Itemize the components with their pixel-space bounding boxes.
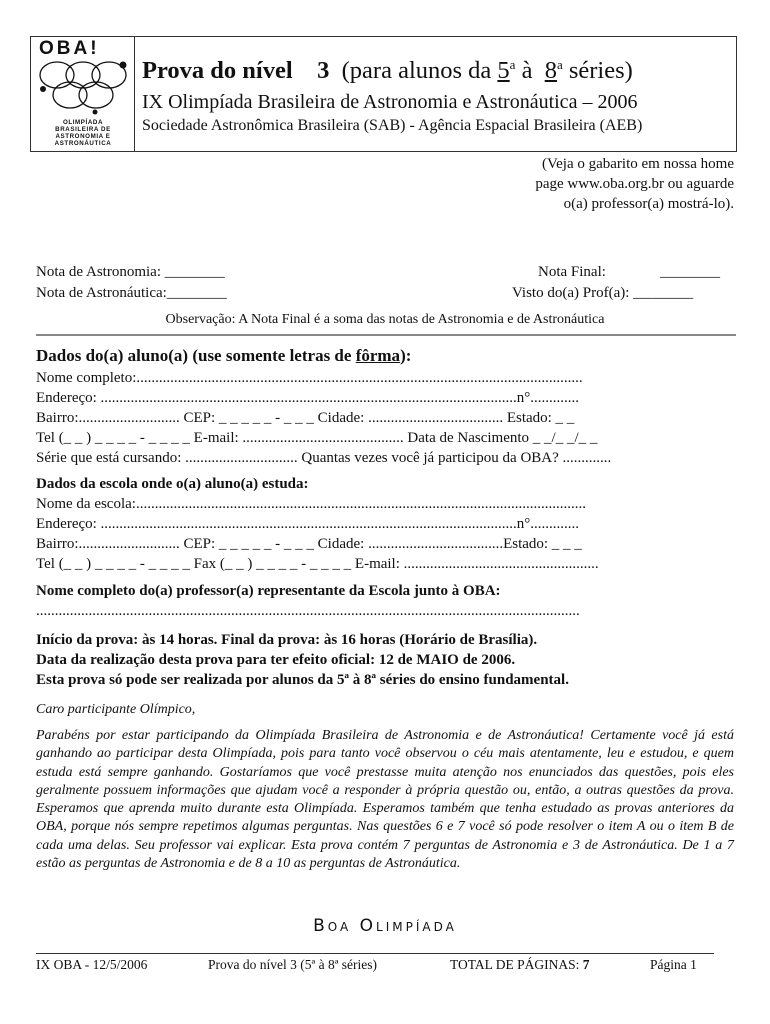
note-line: page www.oba.org.br ou aguarde <box>535 176 734 192</box>
organizers: Sociedade Astronômica Brasileira (SAB) - Agência Espacial Brasileira (AEB) <box>142 117 643 134</box>
final-grade-field[interactable]: ________ <box>660 264 720 280</box>
logo-word: OBA! <box>39 38 100 59</box>
answer-key-note <box>535 154 734 214</box>
note-line: o(a) professor(a) mostrá-lo). <box>563 196 734 212</box>
note-line: (Veja o gabarito em nossa home <box>541 156 734 172</box>
title-mid: à <box>515 57 545 85</box>
school-name-field[interactable]: Nome da escola:........................................................................................................................ <box>36 496 586 512</box>
ordinal: a <box>556 57 563 72</box>
student-title-b: ): <box>400 346 412 365</box>
final-grade-label: Nota Final: <box>538 264 606 280</box>
teacher-visa-field[interactable]: Visto do(a) Prof(a): ________ <box>512 285 694 301</box>
exam-time: Início da prova: às 14 horas. Final da prova: às 16 horas (Horário de Brasília). <box>36 632 538 648</box>
school-section-title: Dados da escola onde o(a) aluno(a) estuda: <box>36 476 309 492</box>
total-label: TOTAL DE PÁGINAS: <box>450 957 583 972</box>
page-title <box>142 57 633 85</box>
header-divider <box>134 37 135 151</box>
oba-logo-rings-icon <box>35 57 131 119</box>
closing-text: Boa Olimpíada <box>313 916 457 936</box>
logo-subtext <box>36 119 130 147</box>
exam-eligibility: Esta prova só pode ser realizada por alunos da 5ª à 8ª séries do ensino fundamental. <box>36 672 569 688</box>
footer-divider <box>36 953 714 954</box>
student-title-underlined: fôrma <box>355 346 401 365</box>
student-address-field[interactable]: Endereço: ...............................................................................................................n°............. <box>36 390 580 406</box>
grade-to: 8 <box>544 57 557 85</box>
exam-date: Data da realização desta prova para ter efeito oficial: 12 de MAIO de 2006. <box>36 652 516 668</box>
student-name-field[interactable]: Nome completo:....................................................................................................................... <box>36 370 583 386</box>
title-level: Prova do nível 3 <box>142 57 330 85</box>
teacher-section-title: Nome completo do(a) professor(a) representante da Escola junto à OBA: <box>36 583 501 599</box>
student-phone-field[interactable]: Tel (_ _ ) _ _ _ _ - _ _ _ _ E-mail: ........................................... Data de Nascimento _ _/_ _/_ _ <box>36 430 598 446</box>
ordinal: a <box>509 57 516 72</box>
page-subtitle: IX Olimpíada Brasileira de Astronomia e Astronáutica – 2006 <box>142 91 638 113</box>
student-grade-field[interactable]: Série que está cursando: .............................. Quantas vezes você já participou da OBA? ............. <box>36 450 612 466</box>
footer-total-pages <box>450 957 590 973</box>
grade-astronautics[interactable]: Nota de Astronáutica:________ <box>36 285 227 301</box>
school-neighborhood-field[interactable]: Bairro:........................... CEP: _ _ _ _ _ - _ _ _ Cidade: ....................................Estado: _ _ _ <box>36 536 582 552</box>
header-box <box>30 36 737 152</box>
divider <box>36 334 736 336</box>
footer-page-number: Página 1 <box>650 957 697 972</box>
school-phone-field[interactable]: Tel (_ _ ) _ _ _ _ - _ _ _ _ Fax (_ _ ) _ _ _ _ - _ _ _ _ E-mail: .................................................... <box>36 556 599 572</box>
footer-level: Prova do nível 3 (5ª à 8ª séries) <box>208 957 378 972</box>
school-address-field[interactable]: Endereço: ...............................................................................................................n°............. <box>36 516 580 532</box>
observation-text: Observação: A Nota Final é a soma das notas de Astronomia e de Astronáutica <box>165 312 605 327</box>
grade-from: 5 <box>497 57 510 85</box>
welcome-message: Parabéns por estar participando da Olimpíada Brasileira de Astronomia e de Astronáutica! Certamente você já está ganhando ao participar desta Olimpíada, pois para tanto você observou o céu mais atentamente, leu e estudou, e quem estuda está sempre ganhando. Gostaríamos que você prestasse muita atenção nos enunciados das questões, pois eles geralmente possuem informações que ajudam você a responder à própria questão ou, então, a outras questões da prova. Esperamos que aprenda muito durante esta Olimpíada. Esperamos também que tenha estudado as provas anteriores da OBA, porque nós sempre repetimos algumas perguntas. Nas questões 6 e 7 você só pode resolver o item A ou o item B de cada uma delas. Seu professor vai explicar. Esta prova contém 7 perguntas de Astronomia e 3 de Astronáutica. De 1 a 7 estão as perguntas de Astronomia e de 8 a 10 as perguntas de Astronáutica. <box>36 728 734 872</box>
total-value: 7 <box>582 957 590 972</box>
student-neighborhood-field[interactable]: Bairro:........................... CEP: _ _ _ _ _ - _ _ _ Cidade: .................................... Estado: _ _ <box>36 410 575 426</box>
grade-astronomy[interactable]: Nota de Astronomia: ________ <box>36 264 225 280</box>
logo-line: BRASILEIRA DE <box>55 126 111 133</box>
logo-line: OLIMPÍADA <box>62 119 104 126</box>
title-text: (para alunos da <box>329 57 498 85</box>
logo-line: ASTRONOMIA E <box>55 133 111 140</box>
student-title-a: Dados do(a) aluno(a) (use somente letras de <box>36 346 356 365</box>
footer-edition: IX OBA - 12/5/2006 <box>36 957 148 972</box>
teacher-name-field[interactable]: ................................................................................................................................................. <box>36 603 580 619</box>
title-end: séries) <box>562 57 633 85</box>
greeting: Caro participante Olímpico, <box>36 702 196 717</box>
logo-line: ASTRONÁUTICA <box>54 140 112 147</box>
student-section-title <box>36 346 411 366</box>
